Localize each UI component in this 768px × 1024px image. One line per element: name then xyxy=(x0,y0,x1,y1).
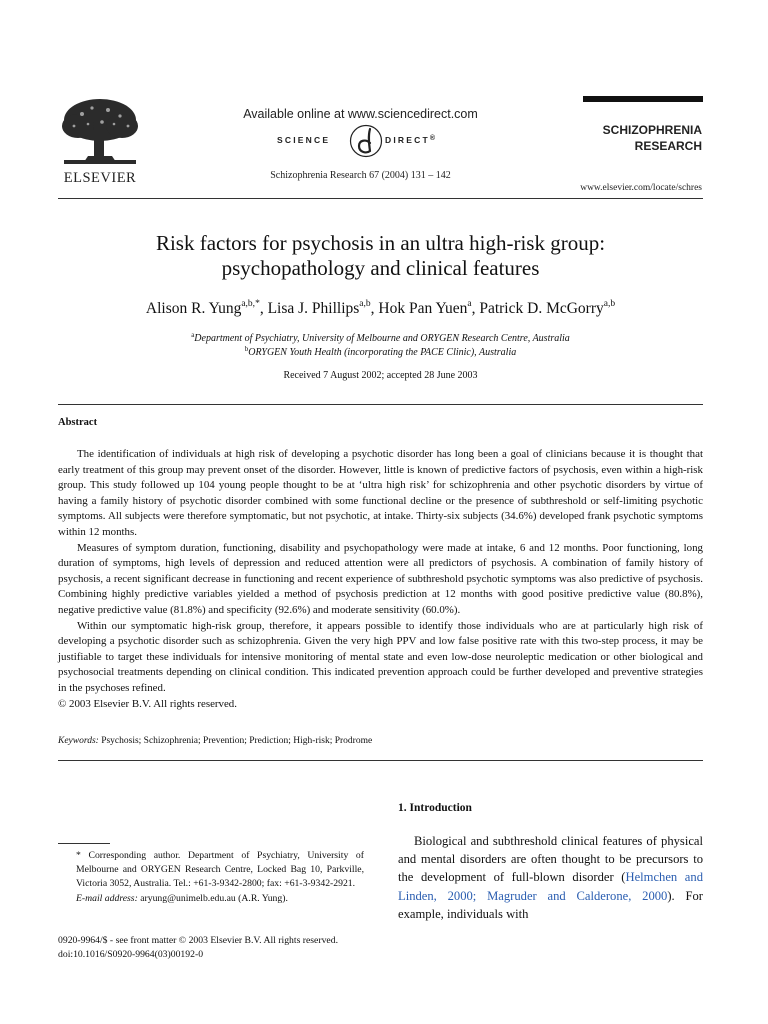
email-note: E-mail address: aryung@unimelb.edu.au (A.R. Yung). xyxy=(76,892,288,904)
abstract-heading: Abstract xyxy=(58,417,98,428)
citation-link[interactable]: Helmchen and Linden, 2000; Magruder and Calderone, 2000 xyxy=(398,870,703,903)
abstract-paragraph: Within our symptomatic high-risk group, therefore, it appears possible to identify those individuals who are at particularly high risk of developing a psychotic disorder such as schizophrenia. Given the very high PPV and low false positive rate with this two-step process, it may be justifiable to target these individuals for intensive monitoring of mental state and even low-dose neuroleptic medication or other biological and psychosocial treatments depending on clinical condition. This indicated prevention approach could be further developed and preventive strategies in the psychoses refined. xyxy=(58,619,703,694)
sciencedirect-left-word: SCIENCE xyxy=(277,135,331,145)
footnote xyxy=(58,849,364,906)
journal-rule xyxy=(583,96,703,102)
abstract-paragraph: The identification of individuals at high risk of developing a psychotic disorder has long been a goal of clinicians because it is thought that early treatment of this group may prevent onset of the disorder. However, little is known of predictive factors of psychosis, even within a high-risk group. This study followed up 104 young people thought to be at ‘ultra high risk’ for schizophrenia and other psychotic disorders by virtue of having a family history of psychotic disorder combined with some functional decline or the presence of subthreshold or self-limiting psychotic symptoms. All subjects were therefore symptomatic, but not psychotic, at intake. Thirty-six subjects (34.6%) developed frank psychotic symptoms within 12 months. xyxy=(58,448,703,538)
introduction-text: Biological and subthreshold clinical features of physical and mental disorders are often thought to be precursors to the development of full-blown disorder (Helmchen and Linden, 2000; Magruder and Calderone, 2000). For example, individuals with xyxy=(398,834,703,921)
page-footer xyxy=(58,934,418,962)
keywords xyxy=(58,736,703,746)
abstract-top-rule xyxy=(58,404,703,405)
sciencedirect-logo xyxy=(265,124,480,158)
journal-citation: Schizophrenia Research 67 (2004) 131 – 142 xyxy=(270,170,451,181)
abstract-body xyxy=(58,447,703,712)
footnote-rule xyxy=(58,843,110,844)
corresponding-author-note: * Corresponding author. Department of Psychiatry, University of Melbourne and ORYGEN Research Centre, Locked Bag 10, Parkville, Victoria 3052, Australia. Tel.: +61-3-9342-2800; fax: +61-3-9342-2921. xyxy=(76,850,364,890)
available-online-text: Available online at www.sciencedirect.com xyxy=(243,107,478,121)
author: Alison R. Yung$^{a,b,*}$, xyxy=(145,299,268,317)
issn-line: 0920-9964/$ - see front matter © 2003 Elsevier B.V. All rights reserved. xyxy=(58,935,338,946)
doi-line[interactable]: doi:10.1016/S0920-9964(03)00192-0 xyxy=(58,949,204,961)
journal-name: SCHIZOPHRENIA RESEARCH xyxy=(602,123,702,153)
author: Lisa J. Phillips$^{a,b}$, xyxy=(267,299,379,317)
email-address[interactable]: aryung@unimelb.edu.au (A.R. Yung). xyxy=(140,892,288,904)
abstract-copyright: © 2003 Elsevier B.V. All rights reserved. xyxy=(58,697,237,710)
author: Patrick D. McGorry$^{a,b}$ xyxy=(479,299,616,317)
header-divider xyxy=(58,198,703,199)
author-list xyxy=(58,300,703,318)
keywords-list: Psychosis; Schizophrenia; Prevention; Prediction; High-risk; Prodrome xyxy=(101,736,373,746)
author: Hok Pan Yuen$^a$, xyxy=(378,299,480,317)
abstract-paragraph: Measures of symptom duration, functioning, disability and psychopathology were made at intake, 6 and 12 months. Poor functioning, long duration of symptoms, high levels of depression and reduced attention were all predictors of psychosis. A combination of family history of psychosis, a recent significant decrease in functioning and recent experience of subthreshold psychotic symptoms was also predictive of psychosis. Combining highly predictive variables yielded a method of psychosis prediction at 12 months with good positive predictive value (80.8%), negative predictive value (81.8%) and specificity (92.6%) and moderate sensitivity (60.0%). xyxy=(58,541,703,616)
sciencedirect-d-icon xyxy=(349,124,383,158)
article-title: Risk factors for psychosis in an ultra high-risk group: psychopathology and clinical features xyxy=(155,231,606,280)
abstract-bottom-rule xyxy=(58,760,703,761)
received-dates: Received 7 August 2002; accepted 28 June 2003 xyxy=(283,370,478,381)
affiliation-a: $^a$Department of Psychiatry, University of Melbourne and ORYGEN Research Centre, Australia xyxy=(191,331,570,344)
section-heading: 1. Introduction xyxy=(398,802,472,814)
affiliation-b: $^b$ORYGEN Youth Health (incorporating the PACE Clinic), Australia xyxy=(244,345,517,358)
sciencedirect-right-word: DIRECT® xyxy=(385,135,436,145)
elsevier-logo xyxy=(58,96,142,188)
keywords-label: Keywords: xyxy=(58,736,99,746)
elsevier-tree-icon xyxy=(58,96,142,168)
publisher-name: ELSEVIER xyxy=(63,170,137,186)
journal-url[interactable]: www.elsevier.com/locate/schres xyxy=(580,183,702,193)
